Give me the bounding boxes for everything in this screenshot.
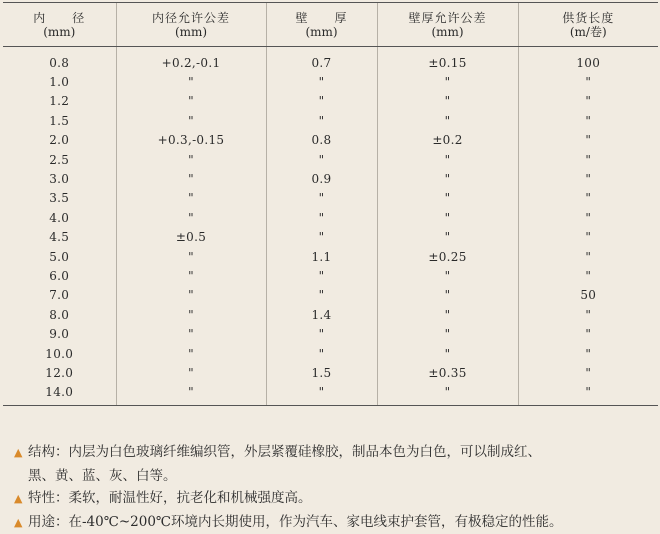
cell-wall-thickness-tolerance: " [377, 383, 518, 406]
cell-inner-diameter: 8.0 [3, 305, 116, 324]
header-supply-length: 供货长度 (m/卷) [518, 3, 658, 47]
cell-inner-diameter-tolerance: ±0.5 [116, 228, 266, 247]
cell-inner-diameter: 2.0 [3, 131, 116, 150]
cell-inner-diameter-tolerance: " [116, 150, 266, 169]
cell-inner-diameter-tolerance: " [116, 363, 266, 382]
table-row [3, 150, 658, 169]
note-structure-text: 结构：内层为白色玻璃纤维编织管，外层紧覆硅橡胶，制品本色为白色，可以制成红、 [28, 444, 541, 460]
cell-wall-thickness-tolerance: ±0.2 [377, 131, 518, 150]
table-row [3, 92, 658, 111]
cell-wall-thickness: 0.8 [266, 131, 377, 150]
cell-wall-thickness: 1.1 [266, 247, 377, 266]
table-row [3, 131, 658, 150]
header-wall-thickness: 壁 厚 (mm) [266, 3, 377, 47]
cell-inner-diameter: 3.5 [3, 189, 116, 208]
cell-supply-length: " [518, 383, 658, 406]
cell-wall-thickness-tolerance: ±0.25 [377, 247, 518, 266]
cell-wall-thickness-tolerance: " [377, 266, 518, 285]
cell-wall-thickness-tolerance: " [377, 324, 518, 343]
cell-supply-length: " [518, 92, 658, 111]
cell-wall-thickness-tolerance: " [377, 305, 518, 324]
cell-inner-diameter: 0.8 [3, 47, 116, 73]
triangle-bullet-icon: ▲ [14, 488, 28, 511]
cell-wall-thickness: " [266, 208, 377, 227]
cell-supply-length: " [518, 169, 658, 188]
cell-inner-diameter-tolerance: +0.2,-0.1 [116, 47, 266, 73]
note-property [14, 487, 654, 511]
note-usage [14, 511, 654, 534]
note-structure [14, 441, 654, 487]
table-row [3, 189, 658, 208]
cell-inner-diameter-tolerance: " [116, 208, 266, 227]
cell-supply-length: " [518, 72, 658, 91]
header-inner-diameter-tolerance: 内径允许公差 (mm) [116, 3, 266, 47]
cell-wall-thickness: " [266, 266, 377, 285]
cell-wall-thickness-tolerance: " [377, 189, 518, 208]
cell-inner-diameter-tolerance: " [116, 72, 266, 91]
cell-inner-diameter-tolerance: " [116, 324, 266, 343]
triangle-bullet-icon: ▲ [14, 512, 28, 534]
table-row [3, 266, 658, 285]
cell-wall-thickness-tolerance: " [377, 92, 518, 111]
cell-inner-diameter: 12.0 [3, 363, 116, 382]
cell-wall-thickness: " [266, 111, 377, 130]
cell-wall-thickness-tolerance: " [377, 169, 518, 188]
cell-supply-length: " [518, 247, 658, 266]
cell-wall-thickness-tolerance: ±0.35 [377, 363, 518, 382]
cell-wall-thickness: " [266, 189, 377, 208]
cell-wall-thickness: " [266, 228, 377, 247]
cell-inner-diameter: 3.0 [3, 169, 116, 188]
cell-supply-length: " [518, 189, 658, 208]
spec-table [3, 2, 658, 406]
cell-inner-diameter-tolerance: " [116, 286, 266, 305]
table-row [3, 47, 658, 73]
table-row [3, 363, 658, 382]
cell-supply-length: 50 [518, 286, 658, 305]
triangle-bullet-icon: ▲ [14, 442, 28, 465]
cell-wall-thickness-tolerance: " [377, 344, 518, 363]
cell-inner-diameter: 14.0 [3, 383, 116, 406]
cell-inner-diameter-tolerance: +0.3,-0.15 [116, 131, 266, 150]
cell-inner-diameter-tolerance: " [116, 266, 266, 285]
note-structure-continuation: 黑、黄、蓝、灰、白等。 [14, 465, 654, 488]
notes-section [14, 441, 654, 534]
cell-inner-diameter-tolerance: " [116, 189, 266, 208]
cell-wall-thickness: " [266, 150, 377, 169]
cell-inner-diameter-tolerance: " [116, 383, 266, 406]
cell-inner-diameter: 4.5 [3, 228, 116, 247]
cell-inner-diameter: 6.0 [3, 266, 116, 285]
cell-inner-diameter-tolerance: " [116, 111, 266, 130]
cell-wall-thickness-tolerance: " [377, 286, 518, 305]
table-row [3, 228, 658, 247]
cell-wall-thickness: 0.7 [266, 47, 377, 73]
note-usage-text: 用途：在-40℃~200℃环境内长期使用，作为汽车、家电线束护套管，有极稳定的性能。 [28, 514, 563, 530]
cell-inner-diameter: 7.0 [3, 286, 116, 305]
table-row [3, 324, 658, 343]
table-row [3, 305, 658, 324]
cell-wall-thickness: 0.9 [266, 169, 377, 188]
cell-wall-thickness: 1.4 [266, 305, 377, 324]
cell-wall-thickness: " [266, 324, 377, 343]
cell-wall-thickness: " [266, 286, 377, 305]
cell-wall-thickness-tolerance: " [377, 150, 518, 169]
cell-wall-thickness: " [266, 72, 377, 91]
note-property-text: 特性：柔软，耐温性好，抗老化和机械强度高。 [28, 490, 312, 506]
cell-inner-diameter: 1.0 [3, 72, 116, 91]
cell-supply-length: " [518, 363, 658, 382]
table-header-row [3, 3, 658, 47]
header-inner-diameter: 内 径 (mm) [3, 3, 116, 47]
cell-inner-diameter-tolerance: " [116, 344, 266, 363]
cell-inner-diameter: 1.2 [3, 92, 116, 111]
header-wall-thickness-tolerance: 壁厚允许公差 (mm) [377, 3, 518, 47]
table-body [3, 47, 658, 406]
cell-inner-diameter: 5.0 [3, 247, 116, 266]
cell-wall-thickness-tolerance: " [377, 208, 518, 227]
cell-supply-length: " [518, 266, 658, 285]
cell-inner-diameter-tolerance: " [116, 247, 266, 266]
cell-wall-thickness: " [266, 383, 377, 406]
cell-wall-thickness-tolerance: " [377, 111, 518, 130]
cell-inner-diameter-tolerance: " [116, 92, 266, 111]
cell-inner-diameter: 2.5 [3, 150, 116, 169]
cell-supply-length: " [518, 208, 658, 227]
cell-wall-thickness-tolerance: " [377, 228, 518, 247]
cell-wall-thickness: " [266, 92, 377, 111]
cell-wall-thickness: 1.5 [266, 363, 377, 382]
table-row [3, 208, 658, 227]
cell-wall-thickness-tolerance: " [377, 72, 518, 91]
table-row [3, 169, 658, 188]
cell-inner-diameter: 9.0 [3, 324, 116, 343]
cell-inner-diameter: 1.5 [3, 111, 116, 130]
cell-wall-thickness-tolerance: ±0.15 [377, 47, 518, 73]
cell-supply-length: " [518, 111, 658, 130]
cell-supply-length: " [518, 228, 658, 247]
cell-inner-diameter: 4.0 [3, 208, 116, 227]
table-row [3, 286, 658, 305]
table-row [3, 344, 658, 363]
table-row [3, 247, 658, 266]
cell-inner-diameter-tolerance: " [116, 169, 266, 188]
cell-supply-length: " [518, 305, 658, 324]
cell-supply-length: " [518, 131, 658, 150]
cell-supply-length: " [518, 344, 658, 363]
cell-supply-length: " [518, 324, 658, 343]
cell-supply-length: " [518, 150, 658, 169]
table-row [3, 111, 658, 130]
table-row [3, 383, 658, 406]
cell-wall-thickness: " [266, 344, 377, 363]
cell-supply-length: 100 [518, 47, 658, 73]
cell-inner-diameter-tolerance: " [116, 305, 266, 324]
cell-inner-diameter: 10.0 [3, 344, 116, 363]
table-row [3, 72, 658, 91]
